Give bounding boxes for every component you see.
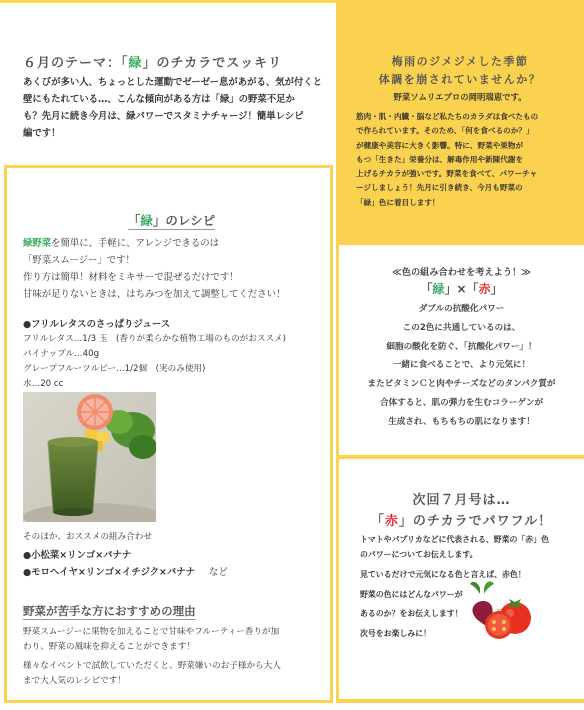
recipe-intro	[23, 235, 328, 303]
intro-body	[23, 74, 328, 142]
aside-line: 筋肉・肌・内臓・脳など私たちのカラダは食べたもの	[356, 112, 539, 121]
reason-line: 野菜スムージーに果物を加えることで甘味やフルーティー香りが加	[23, 627, 280, 637]
aside-author: 野菜ソムリエプロの岡明瑞恵です。	[393, 92, 527, 102]
combo-line: ダブルの抗酸化パワー	[418, 304, 505, 314]
next-title-key: 赤	[384, 514, 399, 529]
next-line: のパワーについてお伝えします。	[360, 550, 478, 559]
juice-title: ●フリルレタスのさっぱりジュース	[23, 319, 171, 330]
recipe-intro-rest: を簡単に、手軽に、アレンジできるのは	[51, 238, 220, 249]
combo-line: またビタミンＣと肉やチーズなどのタンパク質が	[367, 379, 556, 390]
smoothie-photo	[23, 392, 156, 522]
reason-body	[23, 625, 328, 689]
top-accent-bar	[0, 0, 336, 3]
ingredient-item: フリルレタス…1/3 玉 (香りが柔らかな植物工場のものがおススメ)	[23, 334, 286, 344]
aside-line: 「緑」色に着目します！	[356, 197, 440, 207]
aside-body	[356, 110, 581, 210]
recipe-intro-green: 緑野菜	[23, 238, 52, 249]
combo-suffix: など	[209, 567, 228, 578]
combo-line: この2色に共通しているのは、	[402, 322, 521, 333]
next-title-post: 」のチカラでパワフル！	[398, 514, 553, 529]
recipe-title-post: 」のレシピ	[152, 213, 216, 228]
reason-line: わり、野菜の風味を抑えることができます！	[23, 642, 195, 652]
next-line: トマトやパプリカなどに代表される、野菜の「赤」色	[360, 535, 549, 544]
recipe-line: 作り方は簡単！材料をミキサーで混ぜるだけです！	[23, 272, 239, 283]
next-line: 野菜の色にはどんなパワーが	[360, 589, 463, 599]
reason-title: 野菜が苦手な方におすすめの理由	[23, 604, 196, 618]
intro-line: も？先月に続き今月は、緑パワーでスタミナチャージ！簡単レシピ	[23, 111, 304, 122]
combo-line: 合体すると、肌の弾力を生むコラーゲンが	[379, 397, 544, 408]
combo-line: 生成され、もちもちの肌になります！	[388, 416, 535, 427]
intro-line: あくびが多い人、ちょっとした運動でゼーゼー息があがる、気が付くと	[23, 77, 323, 88]
next-heading: 次回７月号は…	[412, 493, 511, 508]
next-line: 次号をお楽しみに！	[360, 628, 432, 638]
intro-line: 編です！	[23, 128, 61, 139]
recipe-intro-line	[23, 235, 328, 252]
right-divider	[339, 455, 584, 459]
recipe-title	[10, 211, 333, 229]
combo-line: 一緒に食べることで、より元気に！	[392, 360, 531, 371]
right-bottom-border	[339, 699, 584, 703]
intro-title	[23, 52, 282, 71]
reason-line: まで大人気のレシピです！	[23, 676, 126, 686]
intro-line: 壁にもたれている…、こんな傾向がある方は「緑」の野菜不足か	[23, 94, 295, 105]
ingredient-item: パイナップル…40g	[23, 349, 100, 359]
reason-line: 様々なイベントで試飲していただくと、野菜嫌いのお子様から大人	[23, 661, 281, 671]
aside-heading-line: 体調を崩されていませんか？	[378, 73, 542, 86]
next-line: 見ているだけで元気になる色と言えば、赤色！	[360, 570, 526, 579]
recipe-line: 「野菜スムージー」です！	[23, 255, 135, 266]
aside-heading	[336, 53, 584, 89]
combo-item-2	[23, 564, 328, 581]
combo-line: 細胞の酸化を防ぐ、「抗酸化パワー」！	[386, 341, 537, 352]
ingredient-item: グレープフルーツルビー…1/2個 (実のみ使用)	[23, 364, 206, 374]
combo-body	[339, 300, 584, 432]
combos-label: そのほか、おススメの組み合わせ	[23, 532, 152, 542]
aside-line: で作られています。そのため、「何を食べるのか？」	[356, 126, 534, 136]
intro-title-post: 」のチカラでスッキリ	[142, 56, 283, 71]
ingredients-list	[23, 332, 328, 392]
combo-pair-q1: 「	[420, 282, 433, 296]
aside-line: 上げるチカラが強いです。野菜を食べて、パワーチャ	[356, 169, 538, 179]
next-title-pre: 「	[370, 514, 385, 529]
combo-pair	[339, 280, 584, 297]
combo-pair-mid: 」×「	[444, 282, 479, 296]
aside-line: ージしましょう！先月に引き続き、今月も野菜の	[356, 183, 523, 193]
aside-line: もつ「生きた」栄養分は、解毒作用や新陳代謝を	[356, 154, 524, 164]
combo-pair-q2: 」	[490, 282, 503, 296]
intro-title-key: 緑	[128, 56, 143, 71]
recipe-title-pre: 「	[127, 213, 141, 228]
next-title	[339, 510, 584, 529]
ingredient-item: 水…20 cc	[23, 379, 64, 389]
combo-pair-red: 赤	[478, 282, 491, 296]
intro-title-pre: ６月のテーマ：「	[23, 56, 129, 71]
combo-pair-green: 緑	[432, 282, 445, 296]
aside-heading-line: 梅雨のジメジメした季節	[391, 55, 529, 68]
combo-item: ●小松菜×リンゴ×バナナ	[23, 550, 132, 561]
tomato-slice-illustration	[483, 607, 515, 641]
combo-item: ●モロヘイヤ×リンゴ×イチジク×バナナ	[23, 567, 195, 578]
aside-line: が健康や美容に大きく影響。特に、野菜や果物が	[356, 140, 524, 150]
recipe-line: 甘味が足りないときは、はちみつを加えて調整してください！	[23, 289, 286, 300]
combo-heading: ≪色の組み合わせを考えよう！≫	[392, 267, 531, 278]
next-line: あるのか？をお伝えします！	[360, 609, 463, 618]
recipe-title-key: 緑	[140, 213, 153, 228]
next-intro	[360, 532, 582, 562]
